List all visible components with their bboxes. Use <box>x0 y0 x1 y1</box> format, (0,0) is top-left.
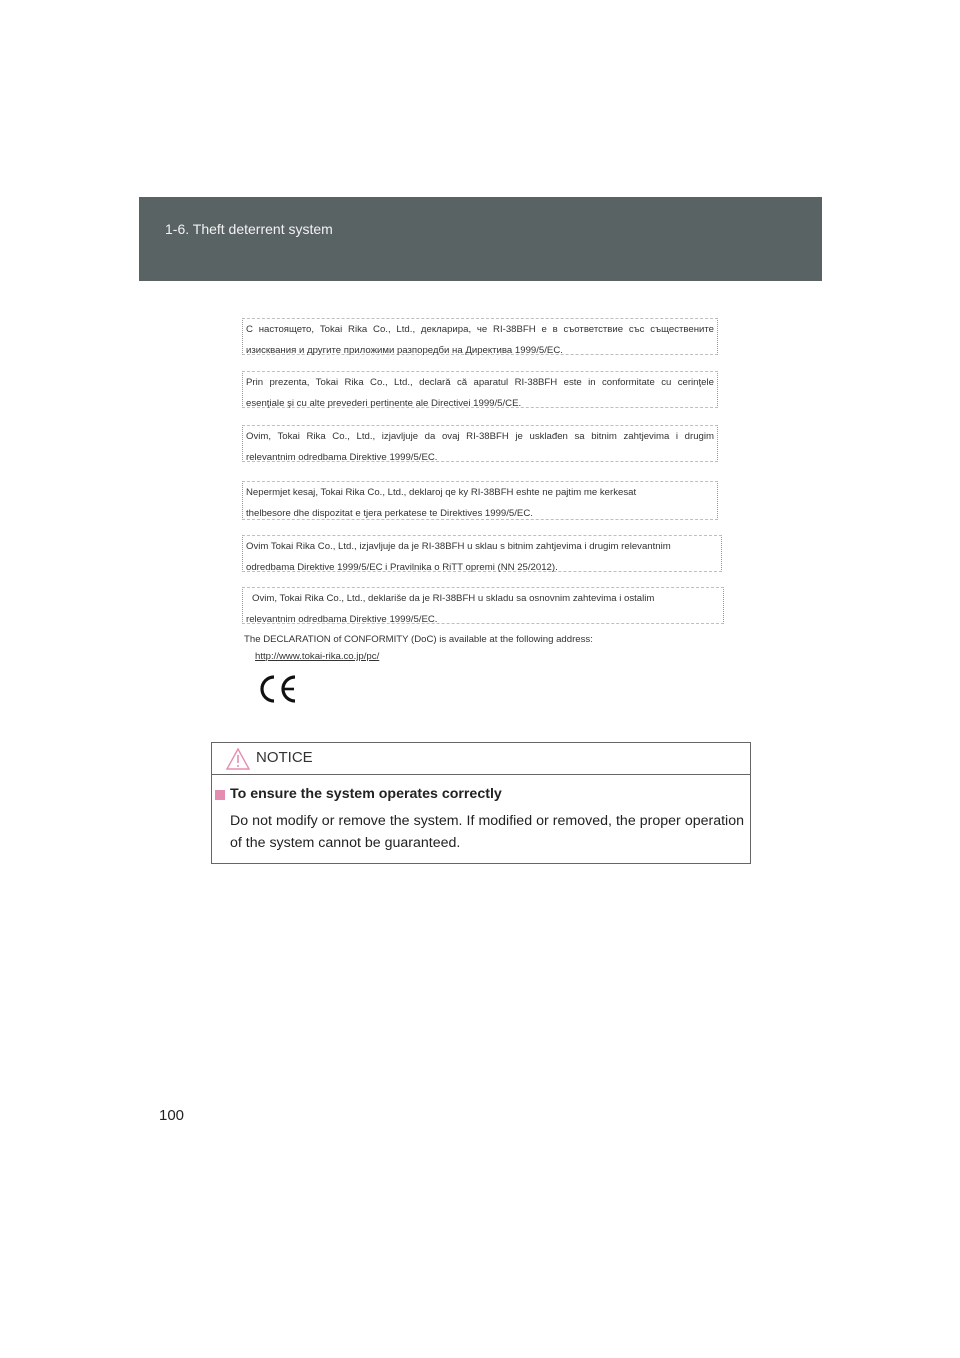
warning-triangle-icon <box>226 748 250 770</box>
declaration-serbian <box>242 587 724 624</box>
declaration-bulgarian <box>242 318 718 355</box>
notice-box <box>211 742 751 864</box>
declaration-line: Ovim Tokai Rika Co., Ltd., izjavljuje da je RI-38BFH u sklau s bitnim zahtjevima i drugim relevantnim <box>246 541 671 552</box>
declaration-line: thelbesore dhe dispozitat e tjera perkatese te Direktives 1999/5/EC. <box>246 508 533 519</box>
declaration-bosnian <box>242 425 718 462</box>
notice-header <box>212 743 750 775</box>
declaration-line: esenţiale şi cu alte prevederi pertinente ale Directivei 1999/5/CE. <box>246 398 522 409</box>
declaration-line: Prin prezenta, Tokai Rika Co., Ltd., declară că aparatul RI-38BFH este in conformitate cu cerinţele <box>246 377 714 388</box>
notice-title: NOTICE <box>256 749 313 766</box>
declaration-line: Ovim, Tokai Rika Co., Ltd., deklariše da je RI-38BFH u skladu sa osnovnim zahtevima i ostalim <box>252 593 655 604</box>
declaration-line: relevantnim odredbama Direktive 1999/5/EC. <box>246 452 438 463</box>
page-number: 100 <box>159 1107 185 1124</box>
declaration-line: odredbama Direktive 1999/5/EC i Pravilnika o RiTT opremi (NN 25/2012). <box>246 562 558 573</box>
declaration-croatian <box>242 535 722 572</box>
declaration-albanian <box>242 481 718 520</box>
ce-mark-icon <box>257 673 297 705</box>
section-title: 1-6. Theft deterrent system <box>165 221 333 237</box>
section-header-bar <box>139 197 822 281</box>
declaration-line: Ovim, Tokai Rika Co., Ltd., izjavljuje da ovaj RI-38BFH je usklađen sa bitnim zahtjevima i drugim <box>246 431 714 442</box>
notice-subheading: To ensure the system operates correctly <box>230 786 502 802</box>
square-bullet-icon <box>215 790 225 800</box>
declaration-line: Nepermjet kesaj, Tokai Rika Co., Ltd., deklaroj qe ky RI-38BFH eshte ne pajtim me kerkesat <box>246 487 637 498</box>
doc-url-link[interactable]: http://www.tokai-rika.co.jp/pc/ <box>255 651 380 662</box>
declaration-line: С настоящето, Tokai Rika Co., Ltd., декларира, че RI-38BFH е в съответствие със съществените <box>246 324 714 335</box>
declaration-line: изисквания и другите приложими разпоредби на Директива 1999/5/ЕС. <box>246 345 563 356</box>
declaration-line: relevantnim odredbama Direktive 1999/5/EC. <box>246 614 438 625</box>
notice-text: Do not modify or remove the system. If modified or removed, the proper operation of the system cannot be guaranteed. <box>230 813 744 851</box>
doc-statement: The DECLARATION of CONFORMITY (DoC) is available at the following address: <box>244 634 593 645</box>
declaration-romanian <box>242 371 718 408</box>
